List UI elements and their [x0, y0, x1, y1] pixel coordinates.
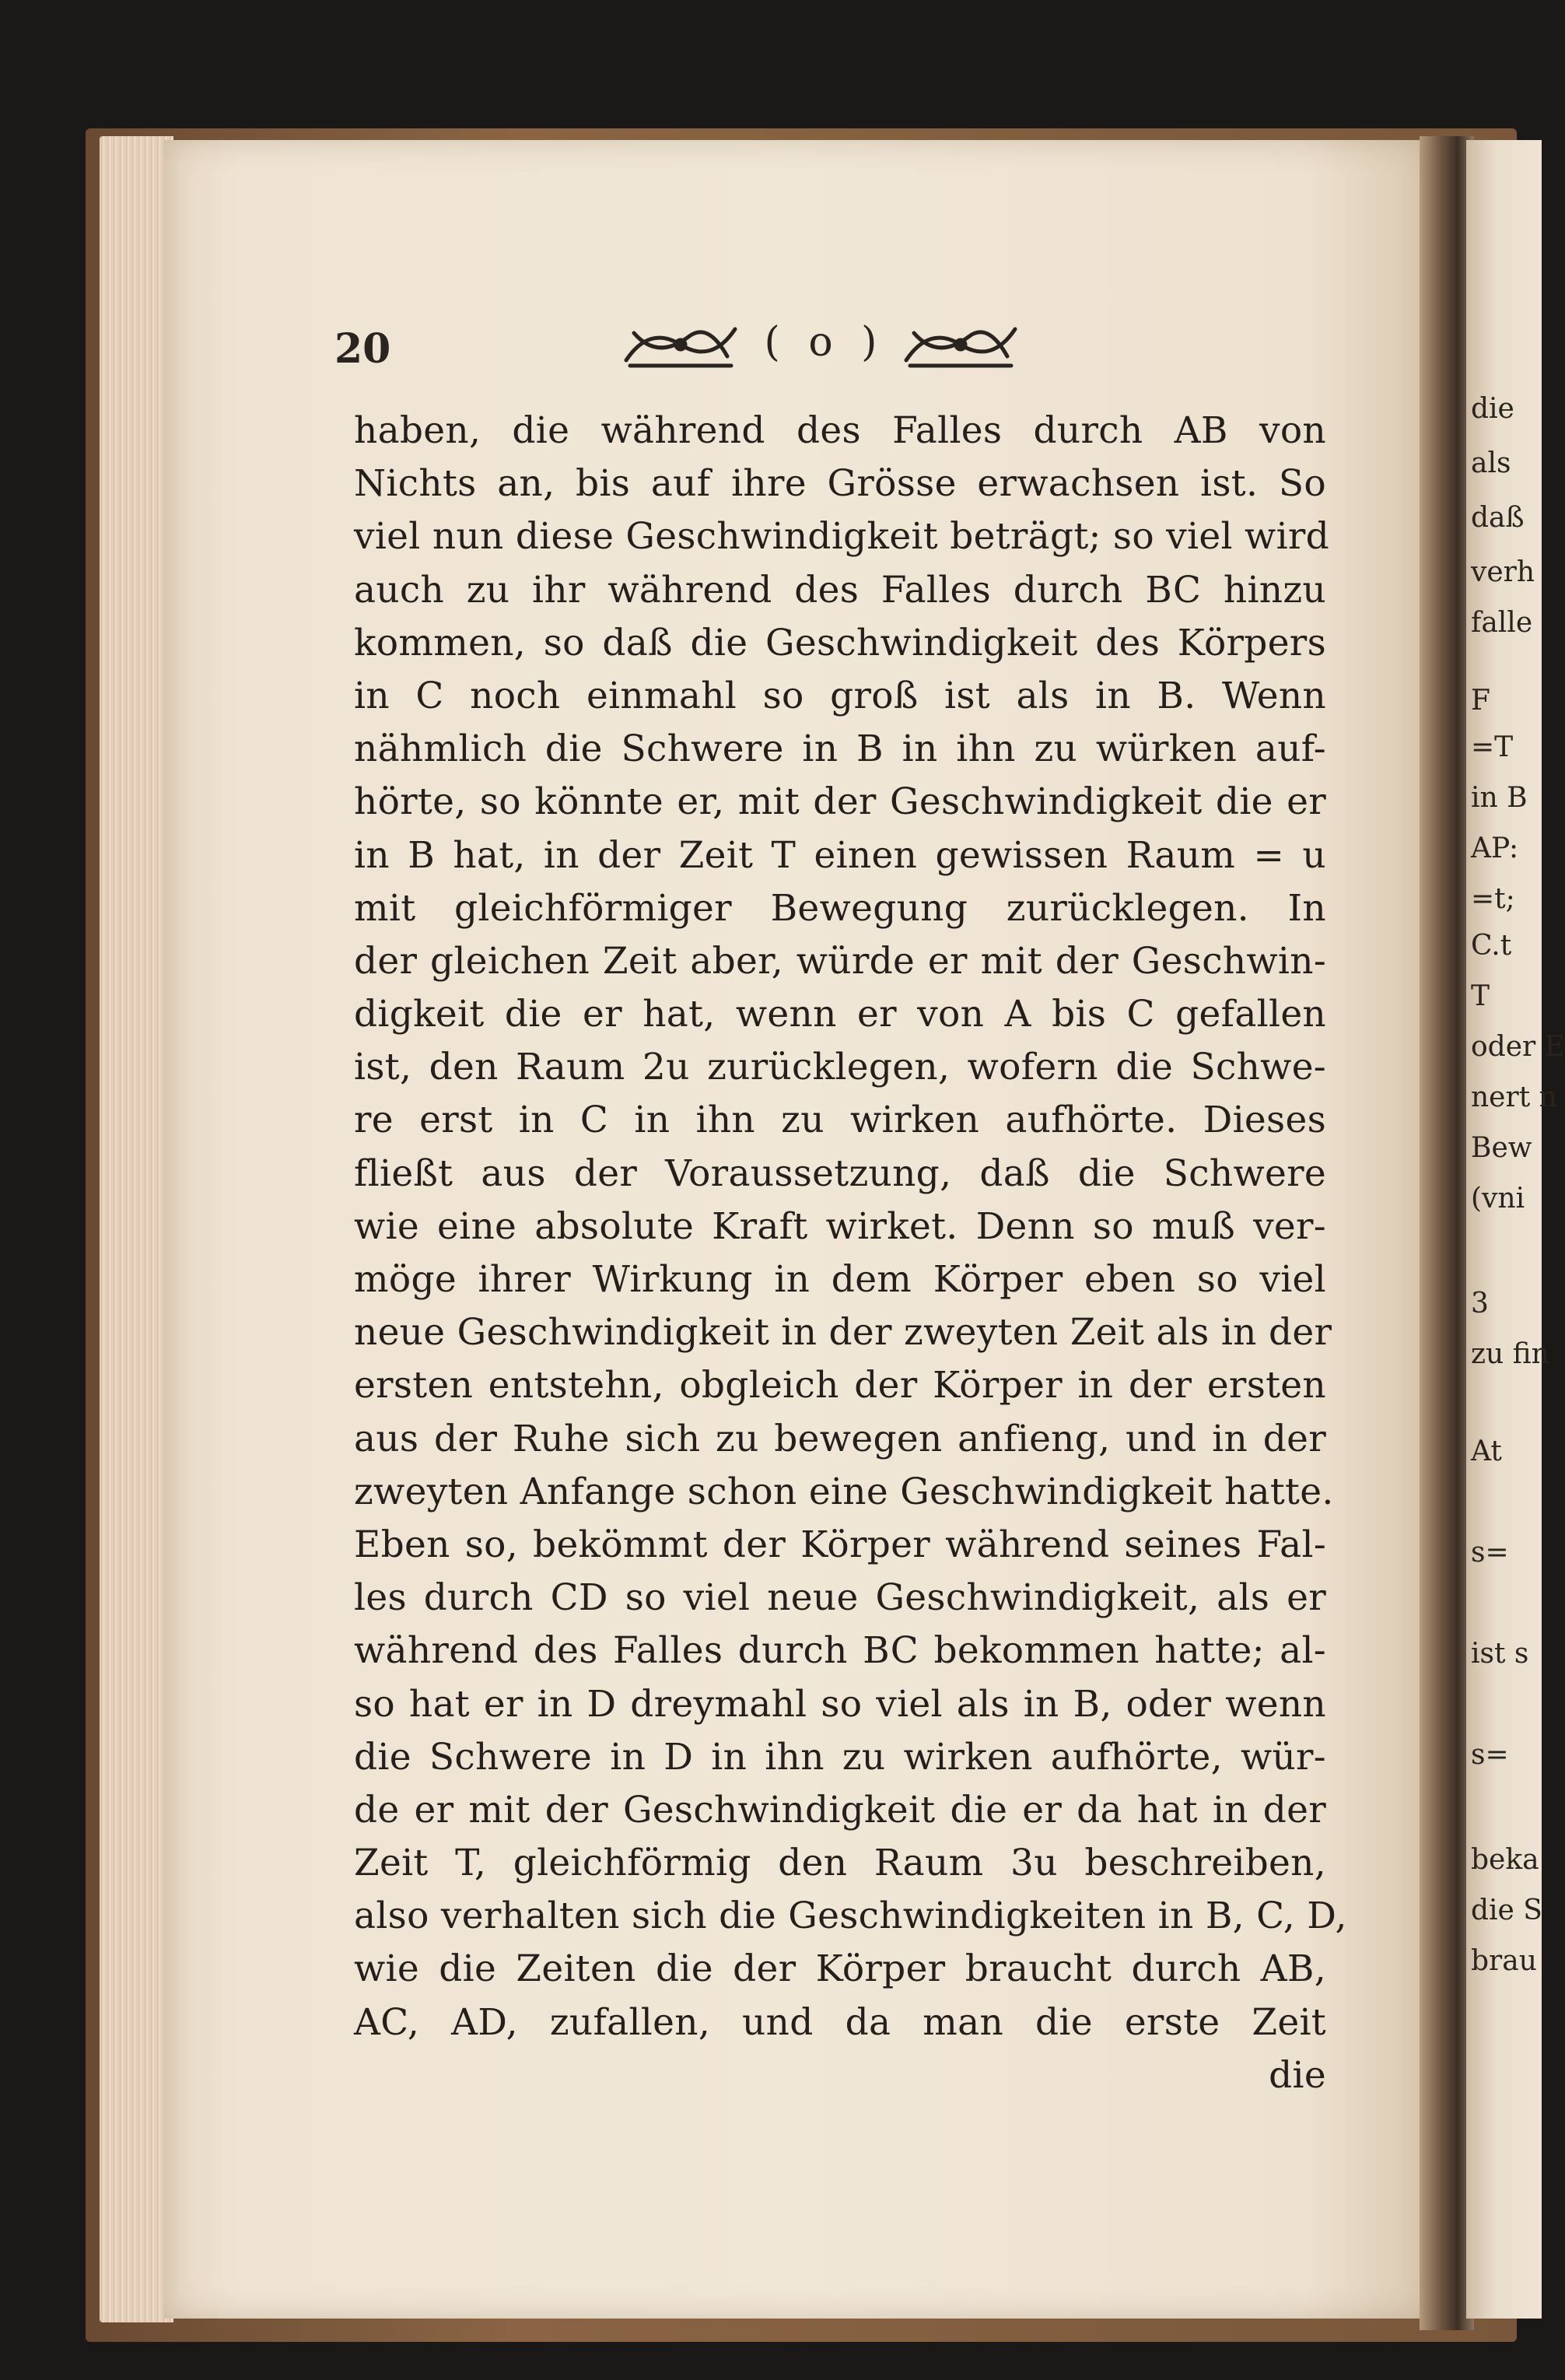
facing-page-text: F	[1471, 685, 1490, 717]
page-number: 20	[334, 325, 391, 373]
text-line: ersten entstehn, obgleich der Körper in der ersten	[354, 1364, 1326, 1407]
facing-page-text: als	[1471, 447, 1511, 479]
facing-page-text: At	[1471, 1435, 1502, 1467]
facing-page-text: ist s	[1471, 1638, 1529, 1670]
printer-ornament-icon	[618, 317, 743, 372]
text-line: digkeit die er hat, wenn er von A bis C gefallen	[354, 993, 1326, 1036]
facing-page-text: daß	[1471, 502, 1525, 534]
catchword: die	[1269, 2053, 1326, 2097]
text-line: de er mit der Geschwindigkeit die er da hat in der	[354, 1788, 1326, 1831]
facing-page-text: falle	[1471, 607, 1533, 639]
body-text	[354, 405, 1347, 2102]
facing-page-text: die	[1471, 393, 1514, 425]
printer-ornament-icon	[898, 317, 1023, 372]
text-line: also verhalten sich die Geschwindigkeiten in B, C, D,	[354, 1895, 1347, 1938]
text-line: viel nun diese Geschwindigkeit beträgt; so viel wird	[354, 515, 1330, 559]
text-line: zweyten Anfange schon eine Geschwindigkeit hatte.	[354, 1470, 1334, 1513]
text-line: nähmlich die Schwere in B in ihn zu würken auf-	[354, 727, 1326, 771]
facing-page-text: s=	[1471, 1739, 1509, 1771]
text-line: die Schwere in D in ihn zu wirken aufhörte, wür-	[354, 1735, 1326, 1779]
text-line: so hat er in D dreymahl so viel als in B, oder wenn	[354, 1682, 1326, 1726]
text-line: hörte, so könnte er, mit der Geschwindigkeit die er	[354, 780, 1326, 824]
facing-page-text: die S	[1471, 1895, 1542, 1926]
text-line: Eben so, bekömmt der Körper während seines Fal-	[354, 1523, 1326, 1566]
text-line: in C noch einmahl so groß ist als in B. Wenn	[354, 674, 1326, 717]
text-line: Nichts an, bis auf ihre Grösse erwachsen ist. So	[354, 462, 1326, 506]
text-line: les durch CD so viel neue Geschwindigkeit, als er	[354, 1576, 1326, 1620]
text-line: wie eine absolute Kraft wirket. Denn so muß ver-	[354, 1204, 1326, 1248]
facing-page-text: beka	[1471, 1844, 1539, 1876]
text-line: kommen, so daß die Geschwindigkeit des Körpers	[354, 621, 1326, 664]
text-line: in B hat, in der Zeit T einen gewissen Raum = u	[354, 833, 1326, 877]
header-ornament-group	[618, 311, 1054, 381]
text-line: wie die Zeiten die der Körper braucht durch AB,	[354, 1947, 1326, 1991]
facing-page-text: zu fin	[1471, 1338, 1549, 1370]
facing-page-text: AP:	[1471, 832, 1519, 864]
header-center-mark: ( o )	[764, 319, 885, 366]
facing-page-text: C.t	[1471, 930, 1512, 962]
text-line: mit gleichförmiger Bewegung zurücklegen. In	[354, 886, 1326, 930]
text-line: der gleichen Zeit aber, würde er mit der Geschwin-	[354, 939, 1326, 983]
text-line: während des Falles durch BC bekommen hatte; al-	[354, 1629, 1326, 1673]
facing-page-text: oder E	[1471, 1031, 1565, 1063]
text-line: neue Geschwindigkeit in der zweyten Zeit als in der	[354, 1311, 1332, 1355]
facing-page-text: 3	[1471, 1288, 1489, 1320]
facing-page-text: brau	[1471, 1945, 1537, 1977]
facing-page-text: T	[1471, 980, 1490, 1012]
text-line: möge ihrer Wirkung in dem Körper eben so viel	[354, 1258, 1326, 1301]
text-line: aus der Ruhe sich zu bewegen anfieng, und in der	[354, 1417, 1326, 1460]
text-line: re erst in C in ihn zu wirken aufhörte. Dieses	[354, 1099, 1326, 1142]
facing-page-text: (vni	[1471, 1183, 1525, 1215]
page-header	[334, 311, 1346, 381]
facing-page-text: =T	[1471, 731, 1514, 763]
text-line: fließt aus der Voraussetzung, daß die Schwere	[354, 1151, 1326, 1195]
page-edges	[100, 136, 173, 2322]
facing-page-text: =t;	[1471, 883, 1515, 915]
text-line: AC, AD, zufallen, und da man die erste Zeit	[354, 2000, 1326, 2044]
facing-page-text: verh	[1471, 556, 1535, 588]
facing-page-text: in B	[1471, 782, 1528, 814]
facing-page-text: s=	[1471, 1537, 1509, 1569]
text-line: Zeit T, gleichförmig den Raum 3u beschreiben,	[354, 1842, 1326, 1885]
text-line: ist, den Raum 2u zurücklegen, wofern die Schwe-	[354, 1046, 1326, 1089]
facing-page-text: Bew	[1471, 1132, 1532, 1164]
facing-page-fragment	[1466, 140, 1565, 2319]
text-line: auch zu ihr während des Falles durch BC hinzu	[354, 568, 1326, 612]
facing-page-text: nert n	[1471, 1081, 1557, 1113]
text-line: haben, die während des Falles durch AB von	[354, 409, 1326, 452]
